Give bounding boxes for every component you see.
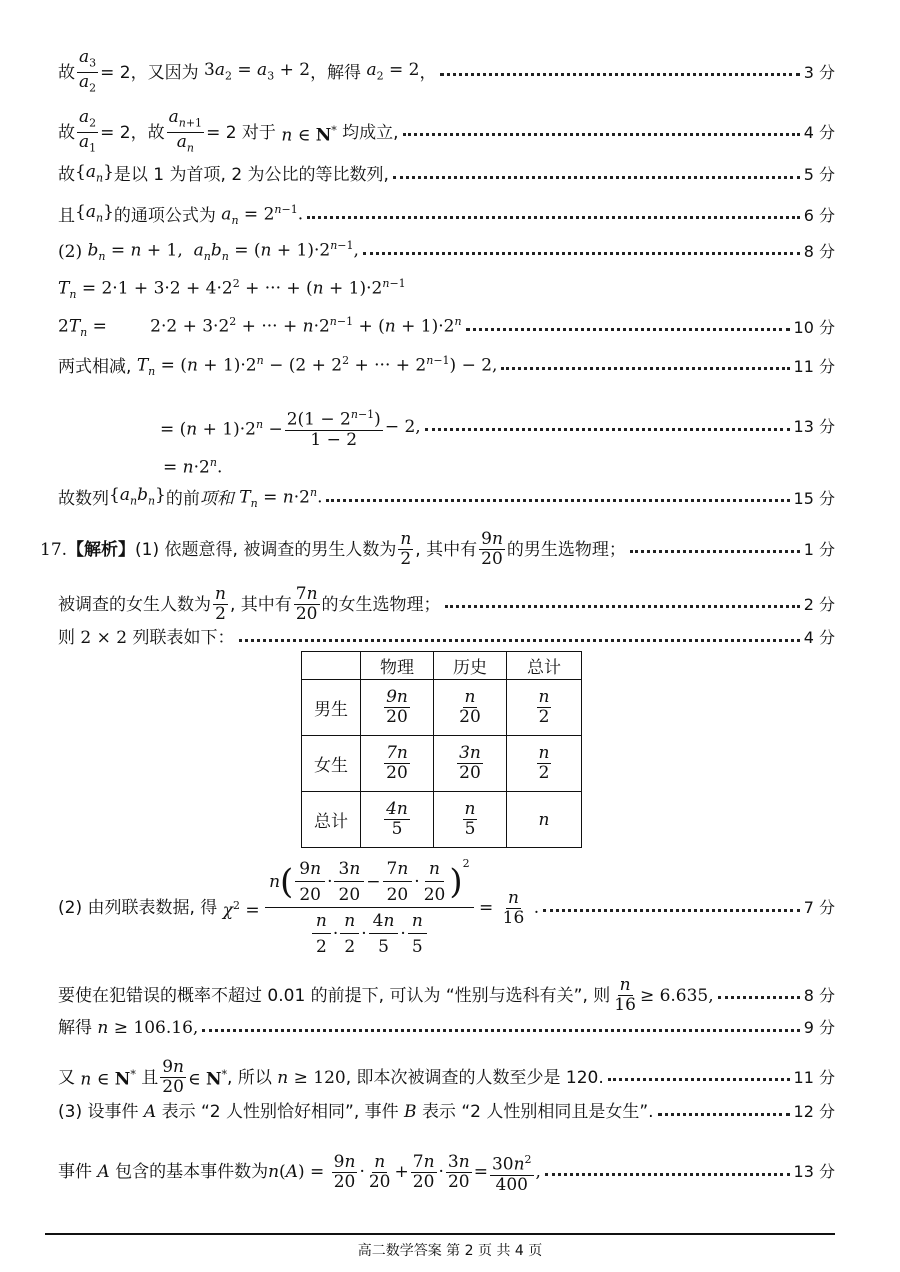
- solution-line-12: 17. 【解析】 (1) 依题意得, 被调查的男生人数为 $\frac{n}{2}$ , 其中有 $\frac{9n}{20}$ 的男生选物理； 1 分: [40, 529, 835, 569]
- table-cell: $\frac{4n}{5}$: [361, 792, 434, 848]
- table-cell: $\frac{3n}{20}$: [434, 736, 507, 792]
- solution-line-17: 解得 n ≥ 106.16, 9 分: [58, 1018, 835, 1038]
- score: 4 分: [803, 628, 835, 647]
- solution-line-19: (3) 设事件 A 表示 “2 人性别恰好相同”, 事件 B 表示 “2 人性别相同且是女生”. 12 分: [58, 1102, 835, 1122]
- solution-line-2: 故 $\frac{a_2}{a_1}$ = 2，故 $\frac{a_{n+1}}{a_n}$ = 2 对于 n ∈ N* 均成立, 4 分: [58, 107, 835, 155]
- score: 12 分: [793, 1102, 835, 1121]
- table-row: [302, 736, 582, 792]
- solution-line-6: $T_n = 2\cdot 1 + 3\cdot 2 + 4\cdot 2^2$ + ··· + $(n + 1)\cdot 2^{n-1}$: [58, 277, 406, 302]
- solution-line-4: 且 $\{a_n\}$ 的通项公式为 $a_n = 2^{n-1}$. 6 分: [58, 202, 835, 228]
- solution-line-13: 被调查的女生人数为 $\frac{n}{2}$ , 其中有 $\frac{7n}{20}$ 的女生选物理； 2 分: [58, 584, 835, 624]
- solution-line-10: = $n\cdot 2^n$.: [163, 456, 223, 478]
- table-row: [302, 680, 582, 736]
- score: 3 分: [803, 62, 835, 82]
- solution-line-7: $2T_n$ = $2\cdot 2 + 3\cdot 2^2$ + ··· + $n\cdot 2^{n-1} + (n + 1)\cdot 2^n$ 10 分: [58, 315, 835, 340]
- analysis-tag: 【解析】: [67, 539, 136, 560]
- score: 8 分: [803, 985, 835, 1005]
- page-footer: 高二数学答案 第 2 页 共 4 页: [357, 1243, 543, 1259]
- footer-divider: [45, 1233, 835, 1235]
- solution-line-9: = $(n + 1)\cdot 2^n$ − $\frac{2(1 - 2^{n-1})}{1 - 2}$ − 2, 13 分: [160, 405, 835, 450]
- score: 11 分: [793, 356, 835, 376]
- score: 11 分: [793, 1067, 835, 1087]
- solution-line-16: 要使在犯错误的概率不超过 0.01 的前提下, 可认为 “性别与选科有关”, 则 $\frac{n}{16}$ ≥ 6.635, 8 分: [58, 975, 835, 1015]
- table-cell: $\frac{n}{5}$: [434, 792, 507, 848]
- row-label: 男生: [302, 680, 361, 736]
- score: 7 分: [803, 898, 835, 917]
- score: 8 分: [803, 241, 835, 261]
- score: 5 分: [803, 165, 835, 185]
- table-cell: $\frac{n}{20}$: [434, 680, 507, 736]
- table-header-cell: 总计: [507, 652, 582, 680]
- score: 4 分: [803, 122, 835, 142]
- score: 13 分: [793, 1162, 835, 1182]
- score: 10 分: [793, 317, 835, 337]
- row-label: 女生: [302, 736, 361, 792]
- solution-line-8: 两式相减, $T_n = (n + 1)\cdot 2^n - (2 + 2^2$ + ··· + $2^{n-1}) - 2$, 11 分: [58, 354, 835, 379]
- table-cell: $\frac{7n}{20}$: [361, 736, 434, 792]
- score: 1 分: [803, 539, 835, 559]
- score: 2 分: [803, 594, 835, 614]
- solution-line-18: 又 n ∈ N* 且 $\frac{9n}{20}$ ∈ N* , 所以 n ≥ 120 , 即本次被调查的人数至少是 120. 11 分: [58, 1057, 835, 1097]
- solution-line-20: 事件 A 包含的基本事件数为 n(A) = $\frac{9n}{20}$ · $\frac{n}{20}$ + $\frac{7n}{20}$ · $\frac{3n}{20}$ = $\frac{30n^2}{400}$ , 13 分: [58, 1151, 835, 1195]
- table-header-cell: 物理: [361, 652, 434, 680]
- score: 6 分: [803, 205, 835, 225]
- contingency-table: [301, 651, 582, 848]
- solution-line-11: 故数列 $\{a_nb_n\}$ 的前 项和 $T_n = n\cdot 2^n$. 15 分: [58, 485, 835, 511]
- table-header-cell: [302, 652, 361, 680]
- solution-line-3: 故 $\{a_n\}$ 是以 1 为首项, 2 为公比的等比数列, 5 分: [58, 162, 835, 186]
- score: 13 分: [793, 417, 835, 437]
- table-row: [302, 792, 582, 848]
- table-cell: $\frac{n}{2}$: [507, 680, 582, 736]
- table-header-row: [302, 652, 582, 680]
- table-cell: $\frac{n}{2}$: [507, 736, 582, 792]
- solution-line-1: 故 $\frac{a_3}{a_2}$ = 2，又因为 $3a_2 = a_3 + 2$ ，解得 $a_2 = 2$ ， 3 分: [58, 47, 835, 95]
- solution-line-14: 则 2 × 2 列联表如下： 4 分: [58, 628, 835, 648]
- row-label: 总计: [302, 792, 361, 848]
- score: 15 分: [793, 488, 835, 508]
- table-cell: n: [507, 792, 582, 848]
- table-header-cell: 历史: [434, 652, 507, 680]
- table-cell: $\frac{9n}{20}$: [361, 680, 434, 736]
- solution-line-5: (2) $b_n = n + 1$, $a_nb_n = (n + 1)\cdot 2^{n-1}$, 8 分: [58, 239, 835, 264]
- score: 9 分: [803, 1018, 835, 1037]
- solution-line-15: (2) 由列联表数据, 得 $\chi^2$ = n ( 9 n 20 · 3 n 20 − 7 n 20 · $\frac{n}{20}$ ) $^2$ $\frac{n}{2}$ · $\frac{n}{2}$ · 4 n 5 · $\frac{n}{5}$ = $\frac{n}{16}$ . 7 分: [58, 857, 835, 957]
